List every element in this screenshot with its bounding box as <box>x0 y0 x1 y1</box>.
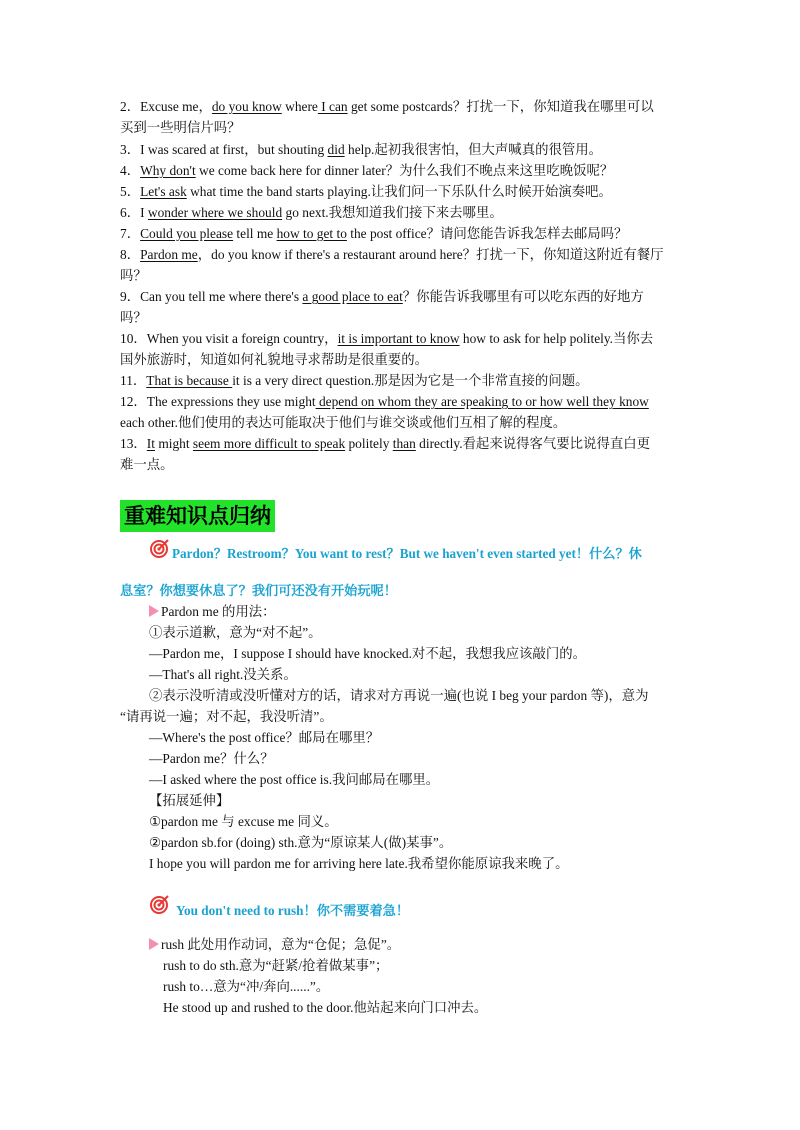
point2-usage: rush 此处用作动词，意为“仓促；急促”。 <box>149 935 719 955</box>
sentence-3: 3．I was scared at first，but shouting did help.起初我很害怕，但大声喊真的很管用。 <box>120 142 603 157</box>
point1-extend-heading: 【拓展延伸】 <box>149 793 230 808</box>
sentence-13-cont: 难一点。 <box>120 457 174 472</box>
sentence-7: 7．Could you please tell me how to get to the post office？请问您能告诉我怎样去邮局吗？ <box>120 226 628 241</box>
sentence-13: 13．It might seem more difficult to speak politely than directly.看起来说得客气要比说得直白更 <box>120 436 651 451</box>
point1-example1a: —Pardon me，I suppose I should have knocked.对不起，我想我应该敲门的。 <box>149 646 587 661</box>
sentence-2-cont: 买到一些明信片吗？ <box>120 120 241 135</box>
sentence-8: 8．Pardon me，do you know if there's a restaurant around here？打扰一下，你知道这附近有餐厅 <box>120 247 664 262</box>
point2-line3: He stood up and rushed to the door.他站起来向门口冲去。 <box>163 1000 488 1015</box>
point1-sense2-cont: “请再说一遍；对不起，我没听清”。 <box>120 709 333 724</box>
sentence-9: 9．Can you tell me where there's a good place to eat？你能告诉我哪里有可以吃东西的好地方 <box>120 289 644 304</box>
point1-sense2: ②表示没听清或没听懂对方的话，请求对方再说一遍(也说 I beg your pardon 等)，意为 <box>149 688 649 703</box>
sentence-10: 10．When you visit a foreign country，it is important to know how to ask for help politely.当你去 <box>120 331 654 346</box>
sentence-8-cont: 吗？ <box>120 268 147 283</box>
point2-line1: rush to do sth.意为“赶紧/抢着做某事”； <box>163 958 389 973</box>
target-icon <box>150 894 170 914</box>
point1-sense1: ①表示道歉，意为“对不起”。 <box>149 625 322 640</box>
arrow-icon <box>149 605 159 617</box>
point1-example2c: —I asked where the post office is.我问邮局在哪里。 <box>149 772 440 787</box>
point1-example2a: —Where's the post office？邮局在哪里？ <box>149 730 380 745</box>
point1-extension1: ①pardon me 与 excuse me 同义。 <box>149 814 338 829</box>
point1-title-cont: 息室？你想要休息了？我们可还没有开始玩呢！ <box>120 583 397 598</box>
sentence-10-cont: 国外旅游时，知道如何礼貌地寻求帮助是很重要的。 <box>120 352 428 367</box>
point1-extension2: ②pardon sb.for (doing) sth.意为“原谅某人(做)某事”。 <box>149 835 453 850</box>
point1-example2b: —Pardon me？什么？ <box>149 751 274 766</box>
point1-extension3: I hope you will pardon me for arriving here late.我希望你能原谅我来晚了。 <box>149 856 569 871</box>
sentence-11: 11．That is because it is a very direct question.那是因为它是一个非常直接的问题。 <box>120 373 589 388</box>
point2-line2: rush to…意为“冲/奔向......”。 <box>163 979 330 994</box>
point1-example1b: —That's all right.没关系。 <box>149 667 297 682</box>
point2-title: You don't need to rush！你不需要着急！ <box>176 903 410 918</box>
target-icon <box>150 538 170 558</box>
point1-usage: Pardon me 的用法： <box>149 602 719 622</box>
sentence-9-cont: 吗？ <box>120 310 147 325</box>
sentence-2: 2．Excuse me，do you know where I can get some postcards？打扰一下，你知道我在哪里可以 <box>120 99 654 114</box>
sentence-5: 5．Let's ask what time the band starts playing.让我们问一下乐队什么时候开始演奏吧。 <box>120 184 612 199</box>
point1-title: Pardon？Restroom？You want to rest？But we haven't even started yet！什么？休 <box>172 546 642 561</box>
section-heading: 重难知识点归纳 <box>120 500 275 532</box>
sentence-6: 6．I wonder where we should go next.我想知道我们接下来去哪里。 <box>120 205 503 220</box>
sentence-12: 12．The expressions they use might depend on whom they are speaking to or how well they know <box>120 394 649 409</box>
sentence-4: 4．Why don't we come back here for dinner later？为什么我们不晚点来这里吃晚饭呢？ <box>120 163 614 178</box>
sentence-12-cont: each other.他们使用的表达可能取决于他们与谁交谈或他们互相了解的程度。 <box>120 415 567 430</box>
arrow-icon <box>149 938 159 950</box>
